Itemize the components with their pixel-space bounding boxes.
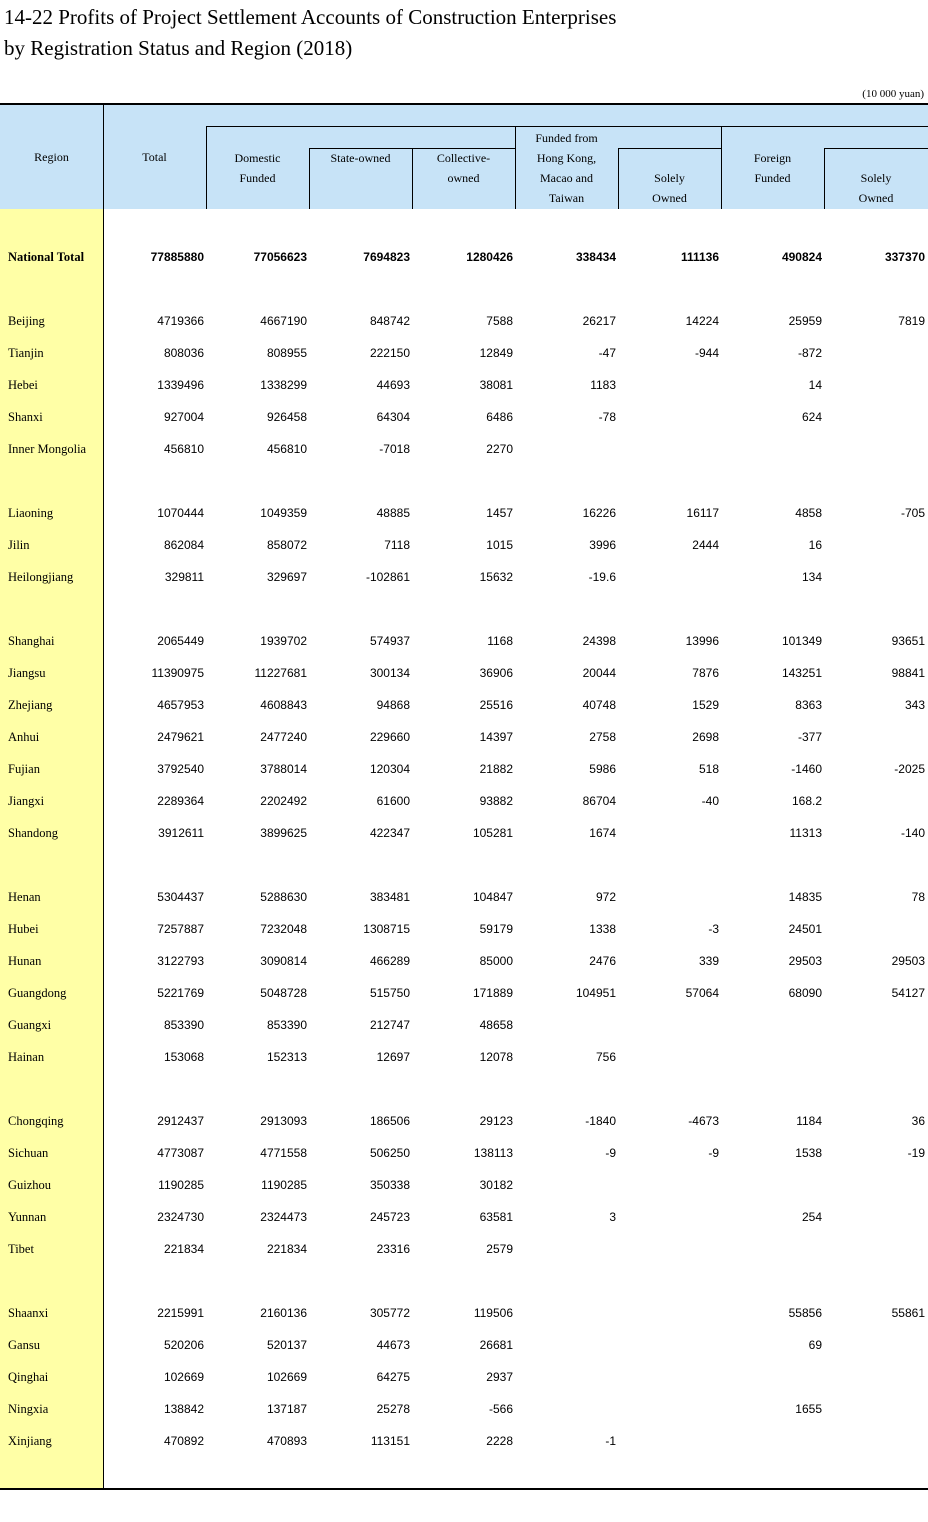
table-cell: -2025 — [894, 762, 925, 776]
table-row — [0, 1361, 928, 1393]
table-cell: 221834 — [266, 1242, 307, 1256]
region-name: Hunan — [8, 954, 42, 968]
table-row — [0, 561, 928, 593]
table-cell: 3899625 — [260, 826, 307, 840]
header-domestic-funded: Domestic Funded — [234, 151, 281, 185]
table-row — [0, 1393, 928, 1425]
table-cell: 7257887 — [157, 922, 204, 936]
table-cell: 25278 — [376, 1402, 410, 1416]
table-cell: 12849 — [479, 346, 513, 360]
table-cell: 24501 — [788, 922, 822, 936]
table-row — [0, 497, 928, 529]
table-cell: 1184 — [796, 1114, 822, 1128]
table-cell: 138113 — [473, 1146, 513, 1160]
table-row — [0, 945, 928, 977]
table-cell: 98841 — [891, 666, 925, 680]
table-cell: 520137 — [266, 1338, 307, 1352]
table-cell: 36906 — [479, 666, 513, 680]
table-cell: 2758 — [589, 730, 616, 744]
region-name: Hebei — [8, 378, 38, 392]
table-cell: 16226 — [582, 506, 616, 520]
table-row — [0, 657, 928, 689]
table-row — [0, 1105, 928, 1137]
table-cell: 456810 — [163, 442, 204, 456]
table-cell: 972 — [595, 890, 616, 904]
table-cell: 102669 — [163, 1370, 204, 1384]
table-cell: 8363 — [795, 698, 822, 712]
region-name: Heilongjiang — [8, 570, 74, 584]
table-cell: 1338299 — [260, 378, 307, 392]
table-cell: 104847 — [472, 890, 513, 904]
table-cell: 77885880 — [150, 250, 204, 264]
table-row — [0, 1329, 928, 1361]
table-cell: 30182 — [479, 1178, 513, 1192]
table-cell: 1015 — [486, 538, 513, 552]
table-cell: -7018 — [379, 442, 410, 456]
table-cell: 229660 — [369, 730, 410, 744]
table-cell: 4667190 — [260, 314, 307, 328]
table-cell: 63581 — [479, 1210, 513, 1224]
table-cell: 25516 — [479, 698, 513, 712]
table-cell: 1190285 — [158, 1178, 204, 1192]
table-cell: 337370 — [884, 250, 925, 264]
table-cell: 506250 — [369, 1146, 410, 1160]
table-row — [0, 337, 928, 369]
table-row — [0, 529, 928, 561]
table-row — [0, 977, 928, 1009]
table-cell: 222150 — [369, 346, 410, 360]
table-cell: 1529 — [692, 698, 719, 712]
table-cell: 14 — [808, 378, 822, 392]
table-row — [0, 1169, 928, 1201]
table-title-line-2: by Registration Status and Region (2018) — [4, 36, 353, 60]
table-cell: 756 — [595, 1050, 616, 1064]
table-cell: 12078 — [479, 1050, 513, 1064]
table-cell: 15632 — [479, 570, 513, 584]
table-cell: 7232048 — [260, 922, 307, 936]
table-cell: 2937 — [486, 1370, 513, 1384]
table-cell: 456810 — [266, 442, 307, 456]
table-cell: -78 — [598, 410, 616, 424]
table-cell: 13996 — [685, 634, 719, 648]
table-cell: 466289 — [369, 954, 410, 968]
table-cell: 101349 — [781, 634, 822, 648]
region-name: Henan — [8, 890, 41, 904]
region-name: Guangdong — [8, 986, 67, 1000]
table-cell: 5288630 — [260, 890, 307, 904]
table-cell: 2324473 — [260, 1210, 307, 1224]
table-cell: 520206 — [163, 1338, 204, 1352]
table-cell: -3 — [708, 922, 719, 936]
unit-label: (10 000 yuan) — [862, 88, 924, 100]
table-cell: 848742 — [369, 314, 410, 328]
table-cell: 574937 — [369, 634, 410, 648]
table-cell: 11227681 — [254, 666, 307, 680]
table-cell: 7588 — [486, 314, 513, 328]
bottom-rule — [0, 1488, 928, 1490]
table-cell: 2476 — [589, 954, 616, 968]
table-cell: 2289364 — [157, 794, 204, 808]
table-cell: 40748 — [582, 698, 616, 712]
table-cell: 29123 — [479, 1114, 513, 1128]
table-cell: 55861 — [891, 1306, 925, 1320]
table-cell: 2479621 — [157, 730, 204, 744]
table-cell: 23316 — [376, 1242, 410, 1256]
table-cell: 105281 — [472, 826, 513, 840]
table-cell: 168.2 — [791, 794, 822, 808]
table-cell: 26217 — [582, 314, 616, 328]
table-cell: 5986 — [589, 762, 616, 776]
region-name: Tibet — [8, 1242, 34, 1256]
table-cell: -40 — [701, 794, 719, 808]
region-name: Qinghai — [8, 1370, 49, 1384]
table-row — [0, 305, 928, 337]
table-row — [0, 785, 928, 817]
table-cell: 853390 — [163, 1018, 204, 1032]
region-name: Tianjin — [8, 346, 44, 360]
table-row — [0, 689, 928, 721]
table-cell: -944 — [694, 346, 719, 360]
table-cell: 1457 — [486, 506, 513, 520]
table-cell: 26681 — [479, 1338, 513, 1352]
table-cell: 14224 — [685, 314, 719, 328]
table-cell: 515750 — [369, 986, 410, 1000]
table-cell: -9 — [605, 1146, 616, 1160]
table-cell: 120304 — [369, 762, 410, 776]
table-title-line-1: 14-22 Profits of Project Settlement Accounts of Construction Enterprises — [4, 5, 617, 29]
table-cell: 343 — [904, 698, 925, 712]
table-cell: 300134 — [369, 666, 410, 680]
table-row — [0, 1009, 928, 1041]
table-cell: 25959 — [788, 314, 822, 328]
region-name: Hubei — [8, 922, 39, 936]
table-cell: 59179 — [479, 922, 513, 936]
table-cell: 36 — [911, 1114, 925, 1128]
table-cell: 490824 — [781, 250, 822, 264]
table-cell: 329811 — [164, 570, 204, 584]
region-name: Shaanxi — [8, 1306, 49, 1320]
region-name: Gansu — [8, 1338, 40, 1352]
table-cell: 221834 — [163, 1242, 204, 1256]
region-name: Xinjiang — [8, 1434, 52, 1448]
header-divider-foreign — [824, 148, 928, 149]
table-row — [0, 721, 928, 753]
region-name: Zhejiang — [8, 698, 53, 712]
table-cell: 5304437 — [157, 890, 204, 904]
table-cell: 1168 — [487, 634, 513, 648]
table-cell: 470892 — [163, 1434, 204, 1448]
table-cell: 7819 — [898, 314, 925, 328]
table-cell: -705 — [900, 506, 925, 520]
table-cell: 4773087 — [157, 1146, 204, 1160]
region-name: Beijing — [8, 314, 45, 328]
table-cell: 153068 — [163, 1050, 204, 1064]
table-cell: 1538 — [795, 1146, 822, 1160]
table-cell: 858072 — [266, 538, 307, 552]
table-cell: 29503 — [788, 954, 822, 968]
header-foreign-solely-owned: Solely Owned — [858, 171, 894, 205]
header-foreign-funded: Foreign Funded — [753, 151, 792, 185]
table-cell: 2160136 — [260, 1306, 307, 1320]
table-cell: 64304 — [376, 410, 410, 424]
table-cell: 3912611 — [158, 826, 204, 840]
header-total: Total — [142, 150, 167, 164]
table-cell: 4608843 — [260, 698, 307, 712]
table-cell: 853390 — [266, 1018, 307, 1032]
table-cell: 383481 — [369, 890, 410, 904]
table-cell: -377 — [797, 730, 822, 744]
table-cell: -1840 — [585, 1114, 616, 1128]
table-cell: 3792540 — [157, 762, 204, 776]
table-cell: 69 — [808, 1338, 822, 1352]
table-cell: 7118 — [384, 538, 410, 552]
table-cell: -872 — [797, 346, 822, 360]
table-cell: 1939702 — [260, 634, 307, 648]
table-cell: 86704 — [582, 794, 616, 808]
region-name: Sichuan — [8, 1146, 49, 1160]
table-cell: 138842 — [163, 1402, 204, 1416]
table-cell: -140 — [900, 826, 925, 840]
region-name: Jilin — [8, 538, 30, 552]
table-row — [0, 1041, 928, 1073]
region-name: Anhui — [8, 730, 40, 744]
table-cell: 12697 — [376, 1050, 410, 1064]
region-name: Shandong — [8, 826, 58, 840]
table-cell: 4719366 — [157, 314, 204, 328]
header-region: Region — [34, 150, 69, 164]
region-name: Ningxia — [8, 1402, 49, 1416]
table-row — [0, 241, 928, 273]
table-cell: 1655 — [795, 1402, 822, 1416]
table-cell: 68090 — [788, 986, 822, 1000]
table-cell: 104951 — [575, 986, 616, 1000]
table-cell: 2579 — [486, 1242, 513, 1256]
table-cell: 245723 — [369, 1210, 410, 1224]
table-cell: 4657953 — [157, 698, 204, 712]
table-cell: 11390975 — [151, 666, 204, 680]
table-cell: 2202492 — [260, 794, 307, 808]
table-cell: 2270 — [486, 442, 513, 456]
region-name: National Total — [8, 250, 85, 264]
table-cell: 14835 — [788, 890, 822, 904]
table-cell: 2698 — [692, 730, 719, 744]
table-cell: 54127 — [891, 986, 925, 1000]
table-cell: 422347 — [369, 826, 410, 840]
table-cell: 11313 — [789, 826, 822, 840]
table-row — [0, 881, 928, 913]
header-divider-hkmt — [618, 148, 721, 149]
table-cell: 3 — [609, 1210, 616, 1224]
table-cell: 134 — [801, 570, 822, 584]
header-hkmt-solely-owned: Solely Owned — [652, 171, 687, 205]
table-cell: 862084 — [163, 538, 204, 552]
table-cell: 2228 — [486, 1434, 513, 1448]
table-row — [0, 1297, 928, 1329]
table-cell: -47 — [598, 346, 616, 360]
region-name: Guangxi — [8, 1018, 52, 1032]
table-cell: 48658 — [479, 1018, 513, 1032]
table-cell: 1339496 — [157, 378, 204, 392]
table-cell: 5221769 — [157, 986, 204, 1000]
region-name: Chongqing — [8, 1114, 64, 1128]
table-cell: 6486 — [486, 410, 513, 424]
table-cell: 143251 — [781, 666, 822, 680]
table-cell: 254 — [801, 1210, 822, 1224]
table-row — [0, 817, 928, 849]
table-cell: 4771558 — [260, 1146, 307, 1160]
table-cell: 16117 — [686, 506, 719, 520]
table-cell: 57064 — [685, 986, 719, 1000]
table-cell: 1070444 — [157, 506, 204, 520]
header-state-owned: State-owned — [330, 151, 391, 165]
table-cell: 38081 — [479, 378, 513, 392]
table-cell: 7694823 — [363, 250, 410, 264]
region-name: Liaoning — [8, 506, 54, 520]
table-row — [0, 913, 928, 945]
table-cell: -9 — [708, 1146, 719, 1160]
table-cell: 186506 — [369, 1114, 410, 1128]
table-cell: 111136 — [680, 250, 719, 264]
table-cell: 927004 — [163, 410, 204, 424]
table-cell: 1308715 — [363, 922, 410, 936]
region-name: Jiangsu — [8, 666, 46, 680]
table-cell: -19.6 — [588, 570, 616, 584]
table-cell: 20044 — [582, 666, 616, 680]
table-cell: 102669 — [266, 1370, 307, 1384]
table-cell: 61600 — [376, 794, 410, 808]
region-name: Jiangxi — [8, 794, 45, 808]
table-cell: 21882 — [479, 762, 513, 776]
table-cell: 113151 — [370, 1434, 410, 1448]
table-cell: 16 — [808, 538, 822, 552]
region-name: Hainan — [8, 1050, 45, 1064]
table-cell: 5048728 — [260, 986, 307, 1000]
table-cell: -102861 — [365, 570, 410, 584]
table-cell: 3788014 — [260, 762, 307, 776]
table-row — [0, 1233, 928, 1265]
table-cell: 7876 — [692, 666, 719, 680]
table-cell: 137187 — [266, 1402, 307, 1416]
table-cell: 2477240 — [260, 730, 307, 744]
table-cell: 4858 — [795, 506, 822, 520]
table-cell: 1183 — [590, 378, 616, 392]
table-cell: 2912437 — [157, 1114, 204, 1128]
table-cell: 2215991 — [157, 1306, 204, 1320]
table-cell: 64275 — [376, 1370, 410, 1384]
table-cell: 350338 — [369, 1178, 410, 1192]
table-cell: 1280426 — [466, 250, 513, 264]
table-row — [0, 1201, 928, 1233]
region-name: Fujian — [8, 762, 40, 776]
table-row — [0, 401, 928, 433]
table-cell: 3090814 — [260, 954, 307, 968]
table-cell: 152313 — [266, 1050, 307, 1064]
table-cell: -19 — [907, 1146, 925, 1160]
table-cell: 44693 — [376, 378, 410, 392]
table-cell: 470893 — [266, 1434, 307, 1448]
table-cell: 55856 — [788, 1306, 822, 1320]
table-cell: 14397 — [479, 730, 513, 744]
table-cell: 24398 — [582, 634, 616, 648]
table-cell: 212747 — [369, 1018, 410, 1032]
table-cell: 44673 — [376, 1338, 410, 1352]
region-name: Guizhou — [8, 1178, 52, 1192]
table-cell: -1460 — [791, 762, 822, 776]
table-cell: 77056623 — [253, 250, 307, 264]
table-cell: 2913093 — [260, 1114, 307, 1128]
table-cell: -4673 — [688, 1114, 719, 1128]
header-divider-top — [206, 126, 928, 127]
table-row — [0, 1425, 928, 1457]
table-cell: 1049359 — [260, 506, 307, 520]
table-cell: 3122793 — [157, 954, 204, 968]
table-cell: 1674 — [589, 826, 616, 840]
table-cell: 808955 — [266, 346, 307, 360]
table-cell: 85000 — [479, 954, 513, 968]
table-cell: 29503 — [891, 954, 925, 968]
table-cell: 2065449 — [157, 634, 204, 648]
table-cell: 1338 — [589, 922, 616, 936]
region-name: Yunnan — [8, 1210, 47, 1224]
table-cell: -1 — [605, 1434, 616, 1448]
table-cell: 518 — [698, 762, 719, 776]
table-cell: 119506 — [473, 1306, 513, 1320]
table-cell: 339 — [698, 954, 719, 968]
table-cell: 329697 — [266, 570, 307, 584]
table-cell: 808036 — [163, 346, 204, 360]
table-cell: 3996 — [589, 538, 616, 552]
table-cell: 1190285 — [261, 1178, 307, 1192]
table-cell: 338434 — [575, 250, 616, 264]
header-hkmt-funded: Funded from Hong Kong, Macao and Taiwan — [535, 131, 598, 205]
table-cell: 2324730 — [157, 1210, 204, 1224]
table-row — [0, 1137, 928, 1169]
table-cell: 78 — [911, 890, 925, 904]
region-name: Shanxi — [8, 410, 43, 424]
region-name: Shanghai — [8, 634, 55, 648]
table-cell: 171889 — [472, 986, 513, 1000]
table-cell: 48885 — [376, 506, 410, 520]
table-row — [0, 433, 928, 465]
table-row — [0, 625, 928, 657]
table-cell: 2444 — [692, 538, 719, 552]
table-cell: 926458 — [266, 410, 307, 424]
header-collective-owned: Collective- owned — [436, 151, 491, 185]
region-name: Inner Mongolia — [8, 442, 87, 456]
table-row — [0, 369, 928, 401]
table-cell: 93651 — [891, 634, 925, 648]
table-cell: 624 — [801, 410, 822, 424]
table-row — [0, 753, 928, 785]
table-cell: 93882 — [479, 794, 513, 808]
table-cell: 94868 — [376, 698, 410, 712]
table-cell: -566 — [488, 1402, 513, 1416]
table-cell: 305772 — [369, 1306, 410, 1320]
